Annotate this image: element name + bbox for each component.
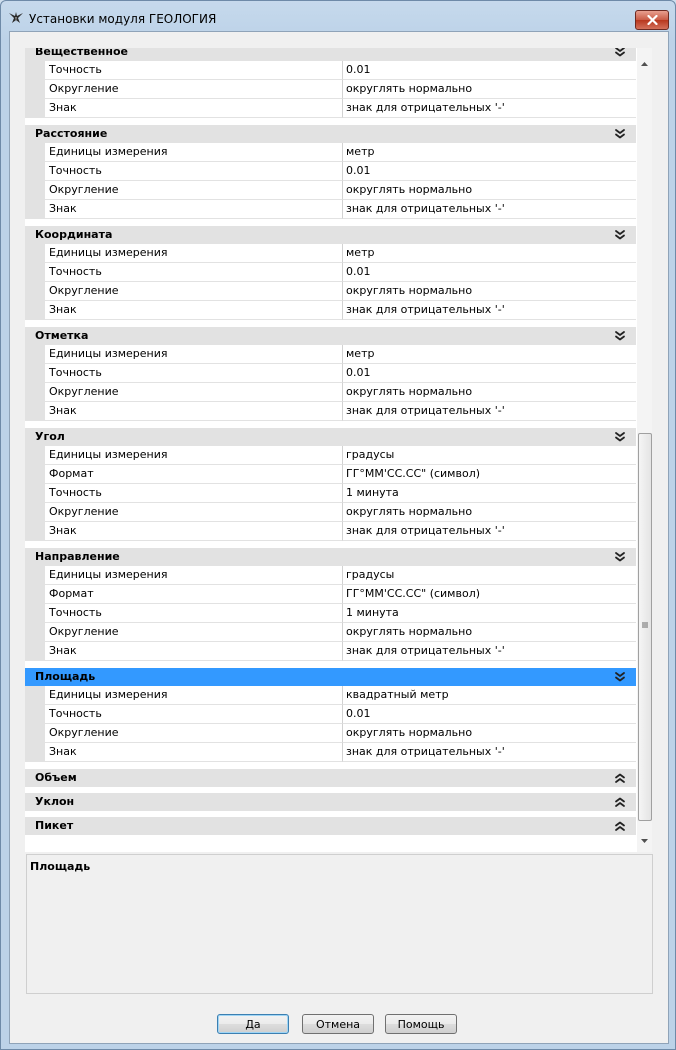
property-name: Знак: [45, 99, 343, 118]
row-gutter: [25, 162, 45, 181]
category-header[interactable]: [25, 124, 636, 143]
row-gutter: [25, 604, 45, 623]
close-icon: [647, 15, 658, 25]
row-gutter: [25, 566, 45, 585]
category-title: Вещественное: [35, 48, 129, 58]
property-value[interactable]: округлять нормально: [343, 181, 636, 200]
cancel-button[interactable]: Отмена: [302, 1014, 374, 1034]
category-title: Объем: [35, 771, 77, 784]
property-name: Точность: [45, 162, 343, 181]
expand-chevron-icon[interactable]: [614, 819, 626, 833]
property-row[interactable]: [25, 80, 636, 99]
property-row[interactable]: [25, 402, 636, 421]
window-title: Установки модуля ГЕОЛОГИЯ: [29, 12, 217, 26]
property-name: Единицы измерения: [45, 446, 343, 465]
property-name: Точность: [45, 61, 343, 80]
category-header[interactable]: [25, 792, 636, 811]
property-row[interactable]: [25, 642, 636, 661]
category-title: Расстояние: [35, 127, 108, 140]
property-value[interactable]: 0.01: [343, 705, 636, 724]
category-header[interactable]: [25, 816, 636, 835]
property-name: Округление: [45, 282, 343, 301]
property-name: Округление: [45, 503, 343, 522]
category-title: Пикет: [35, 819, 74, 832]
category-header[interactable]: [25, 768, 636, 787]
row-gutter: [25, 522, 45, 541]
property-row[interactable]: [25, 263, 636, 282]
category-header[interactable]: [25, 326, 636, 345]
property-name: Округление: [45, 181, 343, 200]
help-button[interactable]: Помощь: [385, 1014, 457, 1034]
row-gutter: [25, 705, 45, 724]
property-value[interactable]: знак для отрицательных '-': [343, 402, 636, 421]
property-row[interactable]: [25, 566, 636, 585]
collapse-chevron-icon[interactable]: [614, 127, 626, 141]
property-row[interactable]: [25, 200, 636, 219]
property-name: Единицы измерения: [45, 566, 343, 585]
property-name: Единицы измерения: [45, 345, 343, 364]
property-name: Точность: [45, 705, 343, 724]
property-name: Точность: [45, 484, 343, 503]
property-value[interactable]: округлять нормально: [343, 80, 636, 99]
category-title: Координата: [35, 228, 113, 241]
expand-chevron-icon[interactable]: [614, 795, 626, 809]
property-name: Округление: [45, 623, 343, 642]
property-name: Точность: [45, 364, 343, 383]
row-gutter: [25, 724, 45, 743]
row-gutter: [25, 383, 45, 402]
property-grid: [25, 48, 652, 852]
property-row[interactable]: [25, 503, 636, 522]
row-gutter: [25, 181, 45, 200]
property-row[interactable]: [25, 143, 636, 162]
property-value[interactable]: градусы: [343, 566, 636, 585]
property-name: Знак: [45, 522, 343, 541]
property-row[interactable]: [25, 446, 636, 465]
category-title: Угол: [35, 430, 65, 443]
property-value[interactable]: 0.01: [343, 162, 636, 181]
row-gutter: [25, 402, 45, 421]
row-gutter: [25, 244, 45, 263]
property-name: Единицы измерения: [45, 143, 343, 162]
property-name: Знак: [45, 642, 343, 661]
property-name: Округление: [45, 724, 343, 743]
property-row[interactable]: [25, 705, 636, 724]
description-panel: [26, 854, 653, 994]
category-header[interactable]: [25, 225, 636, 244]
row-gutter: [25, 61, 45, 80]
property-row[interactable]: [25, 345, 636, 364]
ok-button[interactable]: Да: [217, 1014, 289, 1034]
description-title: Площадь: [30, 860, 91, 873]
row-gutter: [25, 200, 45, 219]
property-name: Формат: [45, 585, 343, 604]
property-value[interactable]: округлять нормально: [343, 383, 636, 402]
property-row[interactable]: [25, 724, 636, 743]
property-value[interactable]: 0.01: [343, 364, 636, 383]
row-gutter: [25, 484, 45, 503]
property-value[interactable]: знак для отрицательных '-': [343, 200, 636, 219]
property-row[interactable]: [25, 743, 636, 762]
property-row[interactable]: [25, 604, 636, 623]
property-value[interactable]: 0.01: [343, 263, 636, 282]
row-gutter: [25, 585, 45, 604]
property-name: Знак: [45, 301, 343, 320]
category-header[interactable]: [25, 667, 636, 686]
category-header[interactable]: [25, 547, 636, 566]
category-title: Направление: [35, 550, 120, 563]
property-row[interactable]: [25, 61, 636, 80]
category-title: Отметка: [35, 329, 89, 342]
property-name: Знак: [45, 200, 343, 219]
property-name: Единицы измерения: [45, 244, 343, 263]
property-value[interactable]: градусы: [343, 446, 636, 465]
row-gutter: [25, 743, 45, 762]
category-title: Площадь: [35, 670, 96, 683]
title-bar[interactable]: [1, 1, 675, 35]
collapse-chevron-icon[interactable]: [614, 329, 626, 343]
property-row[interactable]: [25, 623, 636, 642]
property-value[interactable]: округлять нормально: [343, 724, 636, 743]
property-row[interactable]: [25, 686, 636, 705]
scrollbar-thumb[interactable]: [638, 433, 652, 821]
row-gutter: [25, 263, 45, 282]
property-row[interactable]: [25, 522, 636, 541]
collapse-chevron-icon[interactable]: [614, 228, 626, 242]
category-title: Уклон: [35, 795, 75, 808]
row-gutter: [25, 80, 45, 99]
close-button[interactable]: [635, 10, 669, 30]
row-gutter: [25, 686, 45, 705]
scroll-grip-icon: [642, 622, 648, 628]
scroll-up-icon[interactable]: [640, 60, 649, 68]
property-value[interactable]: знак для отрицательных '-': [343, 522, 636, 541]
property-value[interactable]: метр: [343, 345, 636, 364]
property-value[interactable]: знак для отрицательных '-': [343, 301, 636, 320]
row-gutter: [25, 503, 45, 522]
category-header[interactable]: [25, 427, 636, 446]
property-value[interactable]: округлять нормально: [343, 282, 636, 301]
collapse-chevron-icon[interactable]: [614, 48, 626, 59]
property-name: Формат: [45, 465, 343, 484]
geology-app-icon: [8, 10, 24, 26]
property-value[interactable]: метр: [343, 244, 636, 263]
property-value[interactable]: знак для отрицательных '-': [343, 743, 636, 762]
property-row[interactable]: [25, 181, 636, 200]
vertical-scrollbar[interactable]: [637, 48, 652, 852]
property-name: Знак: [45, 743, 343, 762]
property-row[interactable]: [25, 364, 636, 383]
collapse-chevron-icon[interactable]: [614, 430, 626, 444]
property-name: Округление: [45, 80, 343, 99]
property-value[interactable]: метр: [343, 143, 636, 162]
row-gutter: [25, 143, 45, 162]
row-gutter: [25, 446, 45, 465]
property-row[interactable]: [25, 585, 636, 604]
category-header[interactable]: [25, 48, 636, 61]
row-gutter: [25, 465, 45, 484]
property-row[interactable]: [25, 162, 636, 181]
collapse-chevron-icon[interactable]: [614, 550, 626, 564]
property-row[interactable]: [25, 383, 636, 402]
row-gutter: [25, 282, 45, 301]
property-value[interactable]: знак для отрицательных '-': [343, 99, 636, 118]
property-name: Единицы измерения: [45, 686, 343, 705]
row-gutter: [25, 364, 45, 383]
property-row[interactable]: [25, 244, 636, 263]
property-row[interactable]: [25, 484, 636, 503]
property-value[interactable]: квадратный метр: [343, 686, 636, 705]
property-value[interactable]: 1 минута: [343, 604, 636, 623]
property-row[interactable]: [25, 465, 636, 484]
property-value[interactable]: округлять нормально: [343, 623, 636, 642]
collapse-chevron-icon[interactable]: [614, 670, 626, 684]
row-gutter: [25, 301, 45, 320]
property-value[interactable]: ГГ°ММ'СС.СС" (символ): [343, 585, 636, 604]
property-name: Точность: [45, 263, 343, 282]
property-value[interactable]: знак для отрицательных '-': [343, 642, 636, 661]
property-row[interactable]: [25, 301, 636, 320]
property-name: Знак: [45, 402, 343, 421]
property-name: Округление: [45, 383, 343, 402]
property-value[interactable]: 1 минута: [343, 484, 636, 503]
property-value[interactable]: 0.01: [343, 61, 636, 80]
property-value[interactable]: округлять нормально: [343, 503, 636, 522]
expand-chevron-icon[interactable]: [614, 771, 626, 785]
property-row[interactable]: [25, 282, 636, 301]
dialog-client-area: [9, 31, 669, 1044]
scroll-down-icon[interactable]: [640, 837, 649, 845]
property-value[interactable]: ГГ°ММ'СС.СС" (символ): [343, 465, 636, 484]
row-gutter: [25, 99, 45, 118]
row-gutter: [25, 642, 45, 661]
row-gutter: [25, 623, 45, 642]
property-row[interactable]: [25, 99, 636, 118]
row-gutter: [25, 345, 45, 364]
property-name: Точность: [45, 604, 343, 623]
